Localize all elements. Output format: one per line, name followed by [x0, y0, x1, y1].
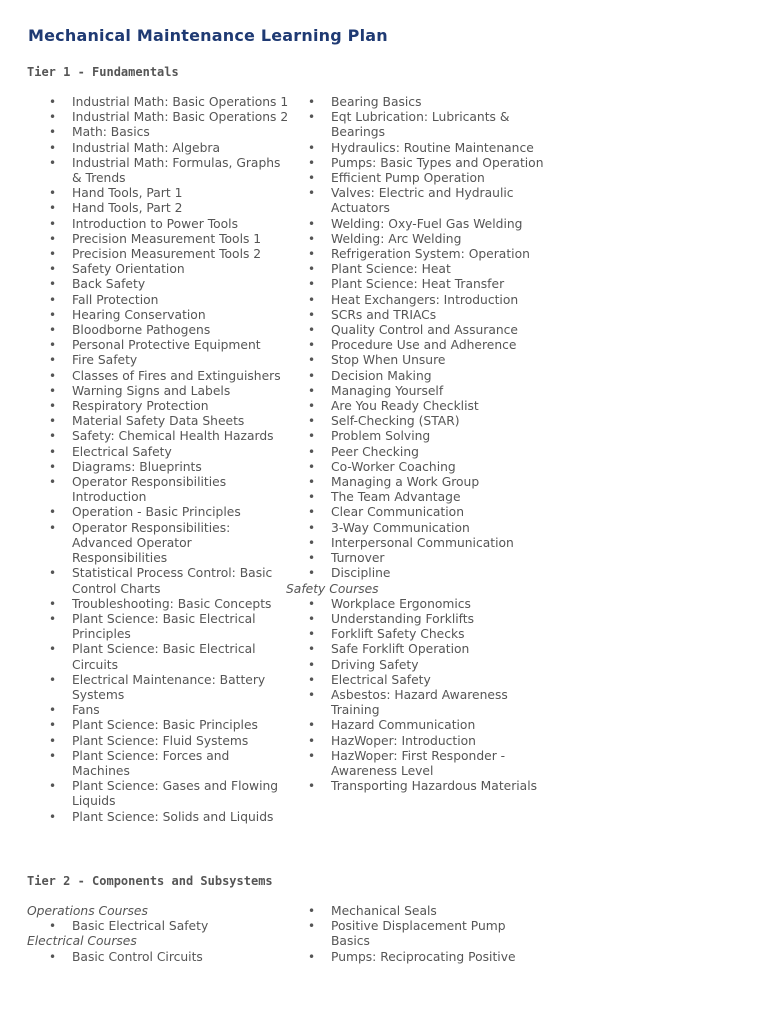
course-item-label: Warning Signs and Labels — [72, 383, 231, 398]
course-item — [286, 673, 548, 688]
course-item-label: Plant Science: Fluid Systems — [72, 733, 249, 748]
bullet-icon: • — [49, 368, 57, 383]
bullet-icon: • — [308, 475, 316, 490]
course-item-label: SCRs and TRIACs — [331, 307, 437, 322]
bullet-icon: • — [49, 505, 57, 520]
bullet-icon: • — [49, 566, 57, 581]
bullet-icon: • — [49, 201, 57, 216]
course-item — [27, 475, 289, 505]
course-item — [27, 460, 289, 475]
course-item-label: Forklift Safety Checks — [331, 627, 465, 642]
course-item — [27, 919, 289, 934]
course-item — [286, 919, 548, 949]
course-item — [27, 308, 289, 323]
tier2-heading: Tier 2 - Components and Subsystems — [27, 874, 273, 888]
safety-courses-label: Safety Courses — [286, 581, 379, 596]
course-item — [286, 658, 548, 673]
bullet-icon: • — [308, 368, 316, 383]
course-item — [286, 171, 548, 186]
course-item-label: HazWoper: Introduction — [331, 733, 476, 748]
electrical-courses-label: Electrical Courses — [27, 934, 137, 949]
bullet-icon: • — [49, 262, 57, 277]
course-item — [27, 597, 289, 612]
course-item — [27, 247, 289, 262]
course-item-label: Fall Protection — [72, 292, 159, 307]
bullet-icon: • — [308, 231, 316, 246]
bullet-icon: • — [308, 171, 316, 186]
course-item — [27, 110, 289, 125]
course-item — [27, 201, 289, 216]
course-item-label: Classes of Fires and Extinguishers — [72, 368, 281, 383]
electrical-courses-list — [27, 950, 289, 965]
bullet-icon: • — [308, 627, 316, 642]
course-item-label: Asbestos: Hazard Awareness Training — [331, 687, 508, 718]
bullet-icon: • — [49, 140, 57, 155]
bullet-icon: • — [308, 718, 316, 733]
course-item-label: Precision Measurement Tools 1 — [72, 231, 262, 246]
bullet-icon: • — [49, 323, 57, 338]
bullet-icon: • — [308, 459, 316, 474]
course-item-label: Transporting Hazardous Materials — [331, 779, 538, 794]
tier1-left-list — [27, 95, 289, 825]
course-item — [286, 718, 548, 733]
bullet-icon: • — [308, 110, 316, 125]
course-item-label: Valves: Electric and Hydraulic Actuators — [331, 186, 514, 216]
course-item — [286, 247, 548, 262]
course-item-label: Workplace Ergonomics — [331, 596, 471, 611]
course-item-label: The Team Advantage — [331, 490, 461, 505]
bullet-icon: • — [49, 520, 57, 535]
bullet-icon: • — [308, 490, 316, 505]
course-item-label: Safety: Chemical Health Hazards — [72, 429, 274, 444]
course-item-label: Electrical Safety — [72, 444, 172, 459]
bullet-icon: • — [308, 307, 316, 322]
course-item-label: Pumps: Basic Types and Operation — [331, 155, 544, 170]
bullet-icon: • — [49, 642, 57, 657]
course-item — [27, 445, 289, 460]
course-item — [286, 414, 548, 429]
course-item — [27, 521, 289, 567]
course-item-label: Operator Responsibilities Introduction — [72, 475, 227, 505]
course-item-label: Understanding Forklifts — [331, 611, 475, 626]
course-item — [27, 779, 289, 809]
course-item-label: Precision Measurement Tools 2 — [72, 247, 262, 262]
bullet-icon: • — [308, 611, 316, 626]
course-item-label: Peer Checking — [331, 444, 419, 459]
course-item — [286, 277, 548, 292]
bullet-icon: • — [308, 323, 316, 338]
course-item — [286, 186, 548, 216]
bullet-icon: • — [308, 353, 316, 368]
bullet-icon: • — [308, 414, 316, 429]
bullet-icon: • — [49, 429, 57, 444]
course-item — [27, 642, 289, 672]
course-item — [286, 293, 548, 308]
bullet-icon: • — [49, 444, 57, 459]
tier2-left-column — [27, 904, 289, 965]
course-item — [286, 399, 548, 414]
course-item-label: Plant Science: Solids and Liquids — [72, 809, 274, 824]
course-item-label: Co-Worker Coaching — [331, 459, 456, 474]
course-item-label: Quality Control and Assurance — [331, 323, 518, 338]
course-item — [286, 262, 548, 277]
course-item-label: Hearing Conservation — [72, 307, 206, 322]
course-item-label: Hydraulics: Routine Maintenance — [331, 140, 534, 155]
bullet-icon: • — [49, 216, 57, 231]
course-item — [286, 338, 548, 353]
bullet-icon: • — [308, 292, 316, 307]
tier2-right-column — [286, 904, 548, 965]
course-item-label: Problem Solving — [331, 429, 431, 444]
course-item-label: Electrical Maintenance: Battery Systems — [72, 672, 266, 702]
course-item-label: Discipline — [331, 566, 391, 581]
course-item-label: Plant Science: Gases and Flowing Liquids — [72, 779, 279, 809]
course-item-label: Industrial Math: Formulas, Graphs & Trends — [72, 155, 281, 186]
tier1-right-list — [286, 95, 548, 582]
bullet-icon: • — [49, 414, 57, 429]
course-item — [27, 749, 289, 779]
bullet-icon: • — [49, 399, 57, 414]
bullet-icon: • — [308, 949, 316, 964]
course-item — [27, 186, 289, 201]
course-item — [27, 217, 289, 232]
course-item-label: Operator Responsibilities: Advanced Operator Responsibilities — [72, 520, 231, 566]
course-item-label: Introduction to Power Tools — [72, 216, 239, 231]
course-item-label: Stop When Unsure — [331, 353, 446, 368]
course-item-label: Math: Basics — [72, 125, 150, 140]
bullet-icon: • — [49, 596, 57, 611]
course-item-label: Plant Science: Forces and Machines — [72, 748, 230, 778]
course-item-label: Bloodborne Pathogens — [72, 323, 211, 338]
course-item — [27, 414, 289, 429]
course-item-label: Troubleshooting: Basic Concepts — [72, 596, 272, 611]
course-item-label: Clear Communication — [331, 505, 464, 520]
course-item — [27, 810, 289, 825]
course-item — [286, 323, 548, 338]
bullet-icon: • — [308, 733, 316, 748]
course-item — [286, 566, 548, 581]
operations-courses-label: Operations Courses — [27, 904, 148, 918]
course-item — [27, 734, 289, 749]
course-item — [27, 232, 289, 247]
course-item — [286, 749, 548, 779]
course-item-label: Safety Orientation — [72, 262, 185, 277]
bullet-icon: • — [49, 475, 57, 490]
course-item-label: Basic Control Circuits — [72, 949, 203, 964]
course-item — [286, 536, 548, 551]
bullet-icon: • — [308, 535, 316, 550]
bullet-icon: • — [49, 125, 57, 140]
course-item — [27, 384, 289, 399]
course-item — [27, 141, 289, 156]
course-item — [286, 110, 548, 140]
course-item — [27, 293, 289, 308]
course-item — [286, 551, 548, 566]
course-item — [286, 521, 548, 536]
course-item — [27, 125, 289, 140]
bullet-icon: • — [308, 247, 316, 262]
bullet-icon: • — [49, 231, 57, 246]
course-item — [27, 353, 289, 368]
bullet-icon: • — [49, 247, 57, 262]
bullet-icon: • — [308, 520, 316, 535]
bullet-icon: • — [308, 383, 316, 398]
bullet-icon: • — [49, 110, 57, 125]
course-item-label: Industrial Math: Algebra — [72, 140, 220, 155]
course-item-label: Mechanical Seals — [331, 904, 437, 918]
course-item-label: Operation - Basic Principles — [72, 505, 241, 520]
course-item — [27, 262, 289, 277]
course-item-label: Fire Safety — [72, 353, 138, 368]
bullet-icon: • — [308, 186, 316, 201]
course-item-label: Pumps: Reciprocating Positive — [331, 949, 516, 964]
course-item-label: Plant Science: Heat Transfer — [331, 277, 505, 292]
course-item-label: Industrial Math: Basic Operations 2 — [72, 110, 289, 125]
course-item — [27, 612, 289, 642]
course-item — [286, 384, 548, 399]
course-item-label: Material Safety Data Sheets — [72, 414, 245, 429]
course-item — [27, 505, 289, 520]
safety-courses-list — [286, 597, 548, 795]
course-item — [27, 429, 289, 444]
bullet-icon: • — [49, 919, 57, 934]
bullet-icon: • — [308, 687, 316, 702]
bullet-icon: • — [49, 353, 57, 368]
course-item-label: Fans — [72, 703, 100, 718]
course-item — [27, 718, 289, 733]
course-item — [286, 460, 548, 475]
bullet-icon: • — [308, 140, 316, 155]
course-item — [27, 566, 289, 596]
bullet-icon: • — [308, 596, 316, 611]
course-item — [27, 673, 289, 703]
course-item-label: Safe Forklift Operation — [331, 642, 470, 657]
bullet-icon: • — [49, 95, 57, 109]
bullet-icon: • — [308, 155, 316, 170]
bullet-icon: • — [308, 429, 316, 444]
course-item-label: Plant Science: Basic Electrical Circuits — [72, 642, 256, 672]
course-item-label: Driving Safety — [331, 657, 419, 672]
tier1-left-column — [27, 95, 289, 825]
course-item-label: Bearing Basics — [331, 95, 422, 109]
course-item — [27, 156, 289, 186]
bullet-icon: • — [308, 216, 316, 231]
bullet-icon: • — [308, 277, 316, 292]
course-item — [27, 323, 289, 338]
bullet-icon: • — [308, 262, 316, 277]
bullet-icon: • — [308, 919, 316, 934]
course-item-label: Efficient Pump Operation — [331, 171, 485, 186]
bullet-icon: • — [49, 748, 57, 763]
course-item — [286, 779, 548, 794]
bullet-icon: • — [49, 611, 57, 626]
course-item-label: HazWoper: First Responder - Awareness Level — [331, 748, 506, 778]
bullet-icon: • — [308, 566, 316, 581]
course-item-label: Basic Electrical Safety — [72, 919, 209, 934]
bullet-icon: • — [49, 779, 57, 794]
course-item-label: Hand Tools, Part 1 — [72, 186, 183, 201]
course-item-label: 3-Way Communication — [331, 520, 470, 535]
course-item — [286, 688, 548, 718]
course-item-label: Plant Science: Heat — [331, 262, 451, 277]
course-item — [286, 217, 548, 232]
course-item — [286, 475, 548, 490]
bullet-icon: • — [308, 551, 316, 566]
course-item-label: Decision Making — [331, 368, 432, 383]
bullet-icon: • — [49, 459, 57, 474]
tier1-heading: Tier 1 - Fundamentals — [27, 65, 179, 79]
bullet-icon: • — [49, 733, 57, 748]
course-item-label: Self-Checking (STAR) — [331, 414, 460, 429]
course-item — [286, 232, 548, 247]
course-item-label: Refrigeration System: Operation — [331, 247, 530, 262]
course-item — [286, 627, 548, 642]
course-item-label: Are You Ready Checklist — [331, 399, 479, 414]
course-item — [286, 308, 548, 323]
course-item-label: Welding: Oxy-Fuel Gas Welding — [331, 216, 523, 231]
bullet-icon: • — [308, 748, 316, 763]
bullet-icon: • — [49, 292, 57, 307]
course-item — [286, 505, 548, 520]
course-item-label: Respiratory Protection — [72, 399, 209, 414]
bullet-icon: • — [308, 338, 316, 353]
course-item — [286, 95, 548, 110]
course-item — [27, 703, 289, 718]
tier2-right-list — [286, 904, 548, 965]
bullet-icon: • — [308, 657, 316, 672]
course-item — [27, 399, 289, 414]
course-item-label: Positive Displacement Pump Basics — [331, 919, 506, 949]
course-item — [286, 612, 548, 627]
course-item — [286, 445, 548, 460]
course-item-label: Personal Protective Equipment — [72, 338, 261, 353]
course-item — [286, 904, 548, 919]
bullet-icon: • — [308, 672, 316, 687]
bullet-icon: • — [49, 718, 57, 733]
operations-courses-list — [27, 919, 289, 934]
course-item-label: Plant Science: Basic Electrical Principles — [72, 611, 256, 642]
course-item-label: Industrial Math: Basic Operations 1 — [72, 95, 289, 109]
course-item-label: Heat Exchangers: Introduction — [331, 292, 519, 307]
course-item-label: Turnover — [331, 551, 385, 566]
bullet-icon: • — [49, 672, 57, 687]
bullet-icon: • — [308, 95, 316, 109]
course-item — [286, 642, 548, 657]
course-item-label: Welding: Arc Welding — [331, 231, 462, 246]
bullet-icon: • — [49, 383, 57, 398]
bullet-icon: • — [49, 809, 57, 824]
bullet-icon: • — [308, 904, 316, 918]
bullet-icon: • — [49, 307, 57, 322]
course-item — [286, 429, 548, 444]
course-item — [286, 353, 548, 368]
course-item — [286, 597, 548, 612]
course-item — [27, 369, 289, 384]
course-item — [27, 95, 289, 110]
course-item-label: Hand Tools, Part 2 — [72, 201, 183, 216]
bullet-icon: • — [49, 186, 57, 201]
course-item — [27, 277, 289, 292]
bullet-icon: • — [49, 155, 57, 170]
bullet-icon: • — [308, 779, 316, 794]
bullet-icon: • — [308, 505, 316, 520]
course-item-label: Procedure Use and Adherence — [331, 338, 517, 353]
page-title: Mechanical Maintenance Learning Plan — [28, 26, 388, 45]
course-item-label: Electrical Safety — [331, 672, 431, 687]
bullet-icon: • — [308, 444, 316, 459]
course-item-label: Plant Science: Basic Principles — [72, 718, 258, 733]
bullet-icon: • — [308, 399, 316, 414]
course-item-label: Managing Yourself — [331, 383, 444, 398]
course-item — [286, 141, 548, 156]
course-item — [27, 950, 289, 965]
tier1-right-column — [286, 95, 548, 794]
bullet-icon: • — [49, 949, 57, 964]
course-item — [286, 369, 548, 384]
course-item-label: Statistical Process Control: Basic Control Charts — [72, 566, 273, 596]
course-item — [286, 734, 548, 749]
course-item — [286, 950, 548, 965]
course-item-label: Hazard Communication — [331, 718, 476, 733]
course-item-label: Back Safety — [72, 277, 146, 292]
course-item-label: Eqt Lubrication: Lubricants & Bearings — [331, 110, 510, 140]
course-item — [286, 490, 548, 505]
bullet-icon: • — [49, 277, 57, 292]
course-item — [27, 338, 289, 353]
course-item-label: Managing a Work Group — [331, 475, 480, 490]
course-item-label: Diagrams: Blueprints — [72, 459, 202, 474]
course-item — [286, 156, 548, 171]
bullet-icon: • — [308, 642, 316, 657]
course-item-label: Interpersonal Communication — [331, 535, 514, 550]
bullet-icon: • — [49, 338, 57, 353]
bullet-icon: • — [49, 703, 57, 718]
